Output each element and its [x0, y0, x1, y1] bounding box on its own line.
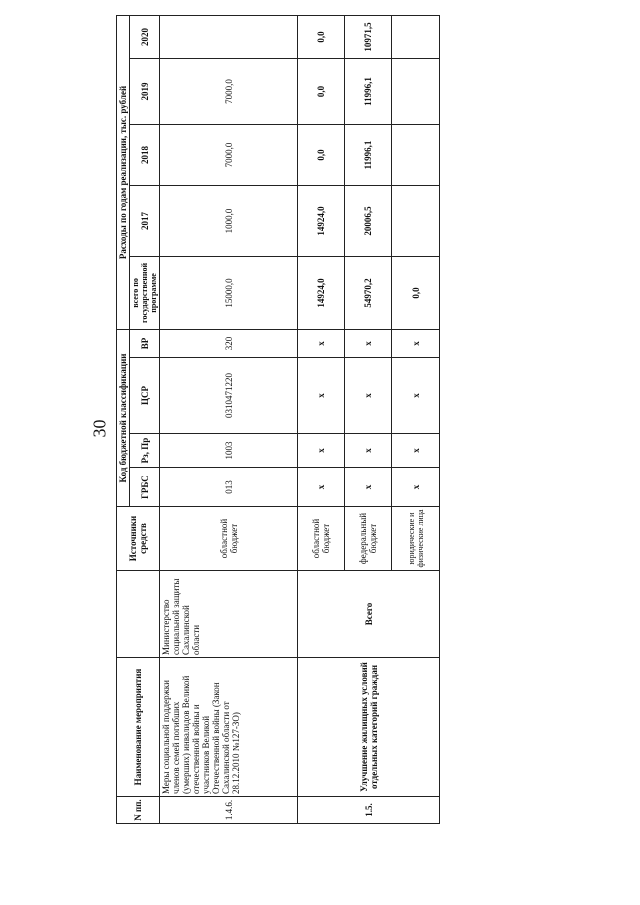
header-csr: ЦСР	[130, 358, 160, 434]
row-146-vr: 320	[160, 329, 298, 357]
header-2017: 2017	[130, 185, 160, 256]
row-146-total: 15000,0	[160, 256, 298, 329]
header-num: N пп.	[117, 797, 160, 824]
row-146-2018: 7000,0	[160, 124, 298, 185]
row-15-grbs: х	[392, 468, 440, 507]
row-15-source: федеральный бюджет	[345, 507, 392, 571]
row-15-2017: 14924,0	[298, 185, 345, 256]
row-15-2018: 0,0	[298, 124, 345, 185]
row-15-source: юридические и физические лица	[392, 507, 440, 571]
row-15-2020: 0,0	[298, 15, 345, 58]
row-15-csr: х	[392, 358, 440, 434]
row-146-name: Меры социальной поддержки членов семей погибших (умерших) инвалидов Великой отечественной войны и участников Великой Отечественной войны (Закон Сахалинской области от 28.12.2010 №127-ЗО)	[160, 658, 298, 797]
row-15-rzpr: х	[392, 434, 440, 468]
row-15-2017: 20006,5	[345, 185, 392, 256]
row-146-num: 1.4.6.	[160, 797, 298, 824]
row-15-2018: 11996,1	[345, 124, 392, 185]
page-number: 30	[89, 419, 110, 438]
rotated-table-container	[116, 16, 439, 824]
table-row	[160, 15, 298, 823]
row-15-2019	[392, 58, 440, 124]
header-rzpr: Рз, Пр	[130, 434, 160, 468]
budget-table	[116, 15, 440, 824]
row-15-grbs: х	[298, 468, 345, 507]
row-15-vr: х	[298, 329, 345, 357]
row-15-2020	[392, 15, 440, 58]
header-vr: ВР	[130, 329, 160, 357]
row-15-csr: х	[298, 358, 345, 434]
row-15-name: Улучшение жилищных условий отдельных категорий граждан	[298, 658, 440, 797]
header-executor	[117, 571, 160, 658]
row-15-rzpr: х	[298, 434, 345, 468]
row-15-vr: х	[392, 329, 440, 357]
row-15-2017	[392, 185, 440, 256]
row-15-2019: 11996,1	[345, 58, 392, 124]
row-15-grbs: х	[345, 468, 392, 507]
row-15-total: 0,0	[392, 256, 440, 329]
header-2018: 2018	[130, 124, 160, 185]
row-146-2020	[160, 15, 298, 58]
row-146-2017: 1000,0	[160, 185, 298, 256]
row-15-num: 1.5.	[298, 797, 440, 824]
row-15-2020: 10971,5	[345, 15, 392, 58]
row-15-source: областной бюджет	[298, 507, 345, 571]
row-15-total: 14924,0	[298, 256, 345, 329]
row-146-rzpr: 1003	[160, 434, 298, 468]
header-expenses: Расходы по годам реализации, тыс. рублей	[117, 15, 130, 329]
row-146-grbs: 013	[160, 468, 298, 507]
row-15-vr: х	[345, 329, 392, 357]
header-name: Наименование мероприятия	[117, 658, 160, 797]
row-15-executor: Всего	[298, 571, 440, 658]
row-15-total: 54970,2	[345, 256, 392, 329]
table-row	[298, 15, 345, 823]
header-2020: 2020	[130, 15, 160, 58]
row-146-source: областной бюджет	[160, 507, 298, 571]
header-2019: 2019	[130, 58, 160, 124]
row-15-2019: 0,0	[298, 58, 345, 124]
header-total: всего по государственной программе	[130, 256, 160, 329]
row-15-rzpr: х	[345, 434, 392, 468]
row-146-executor: Министерство социальной защиты Сахалинской области	[160, 571, 298, 658]
header-grbs: ГРБС	[130, 468, 160, 507]
row-146-2019: 7000,0	[160, 58, 298, 124]
row-146-csr: 0310471220	[160, 358, 298, 434]
header-sources: Источники средств	[117, 507, 160, 571]
header-budget-code: Код бюджетной классификации	[117, 329, 130, 506]
row-15-2018	[392, 124, 440, 185]
row-15-csr: х	[345, 358, 392, 434]
